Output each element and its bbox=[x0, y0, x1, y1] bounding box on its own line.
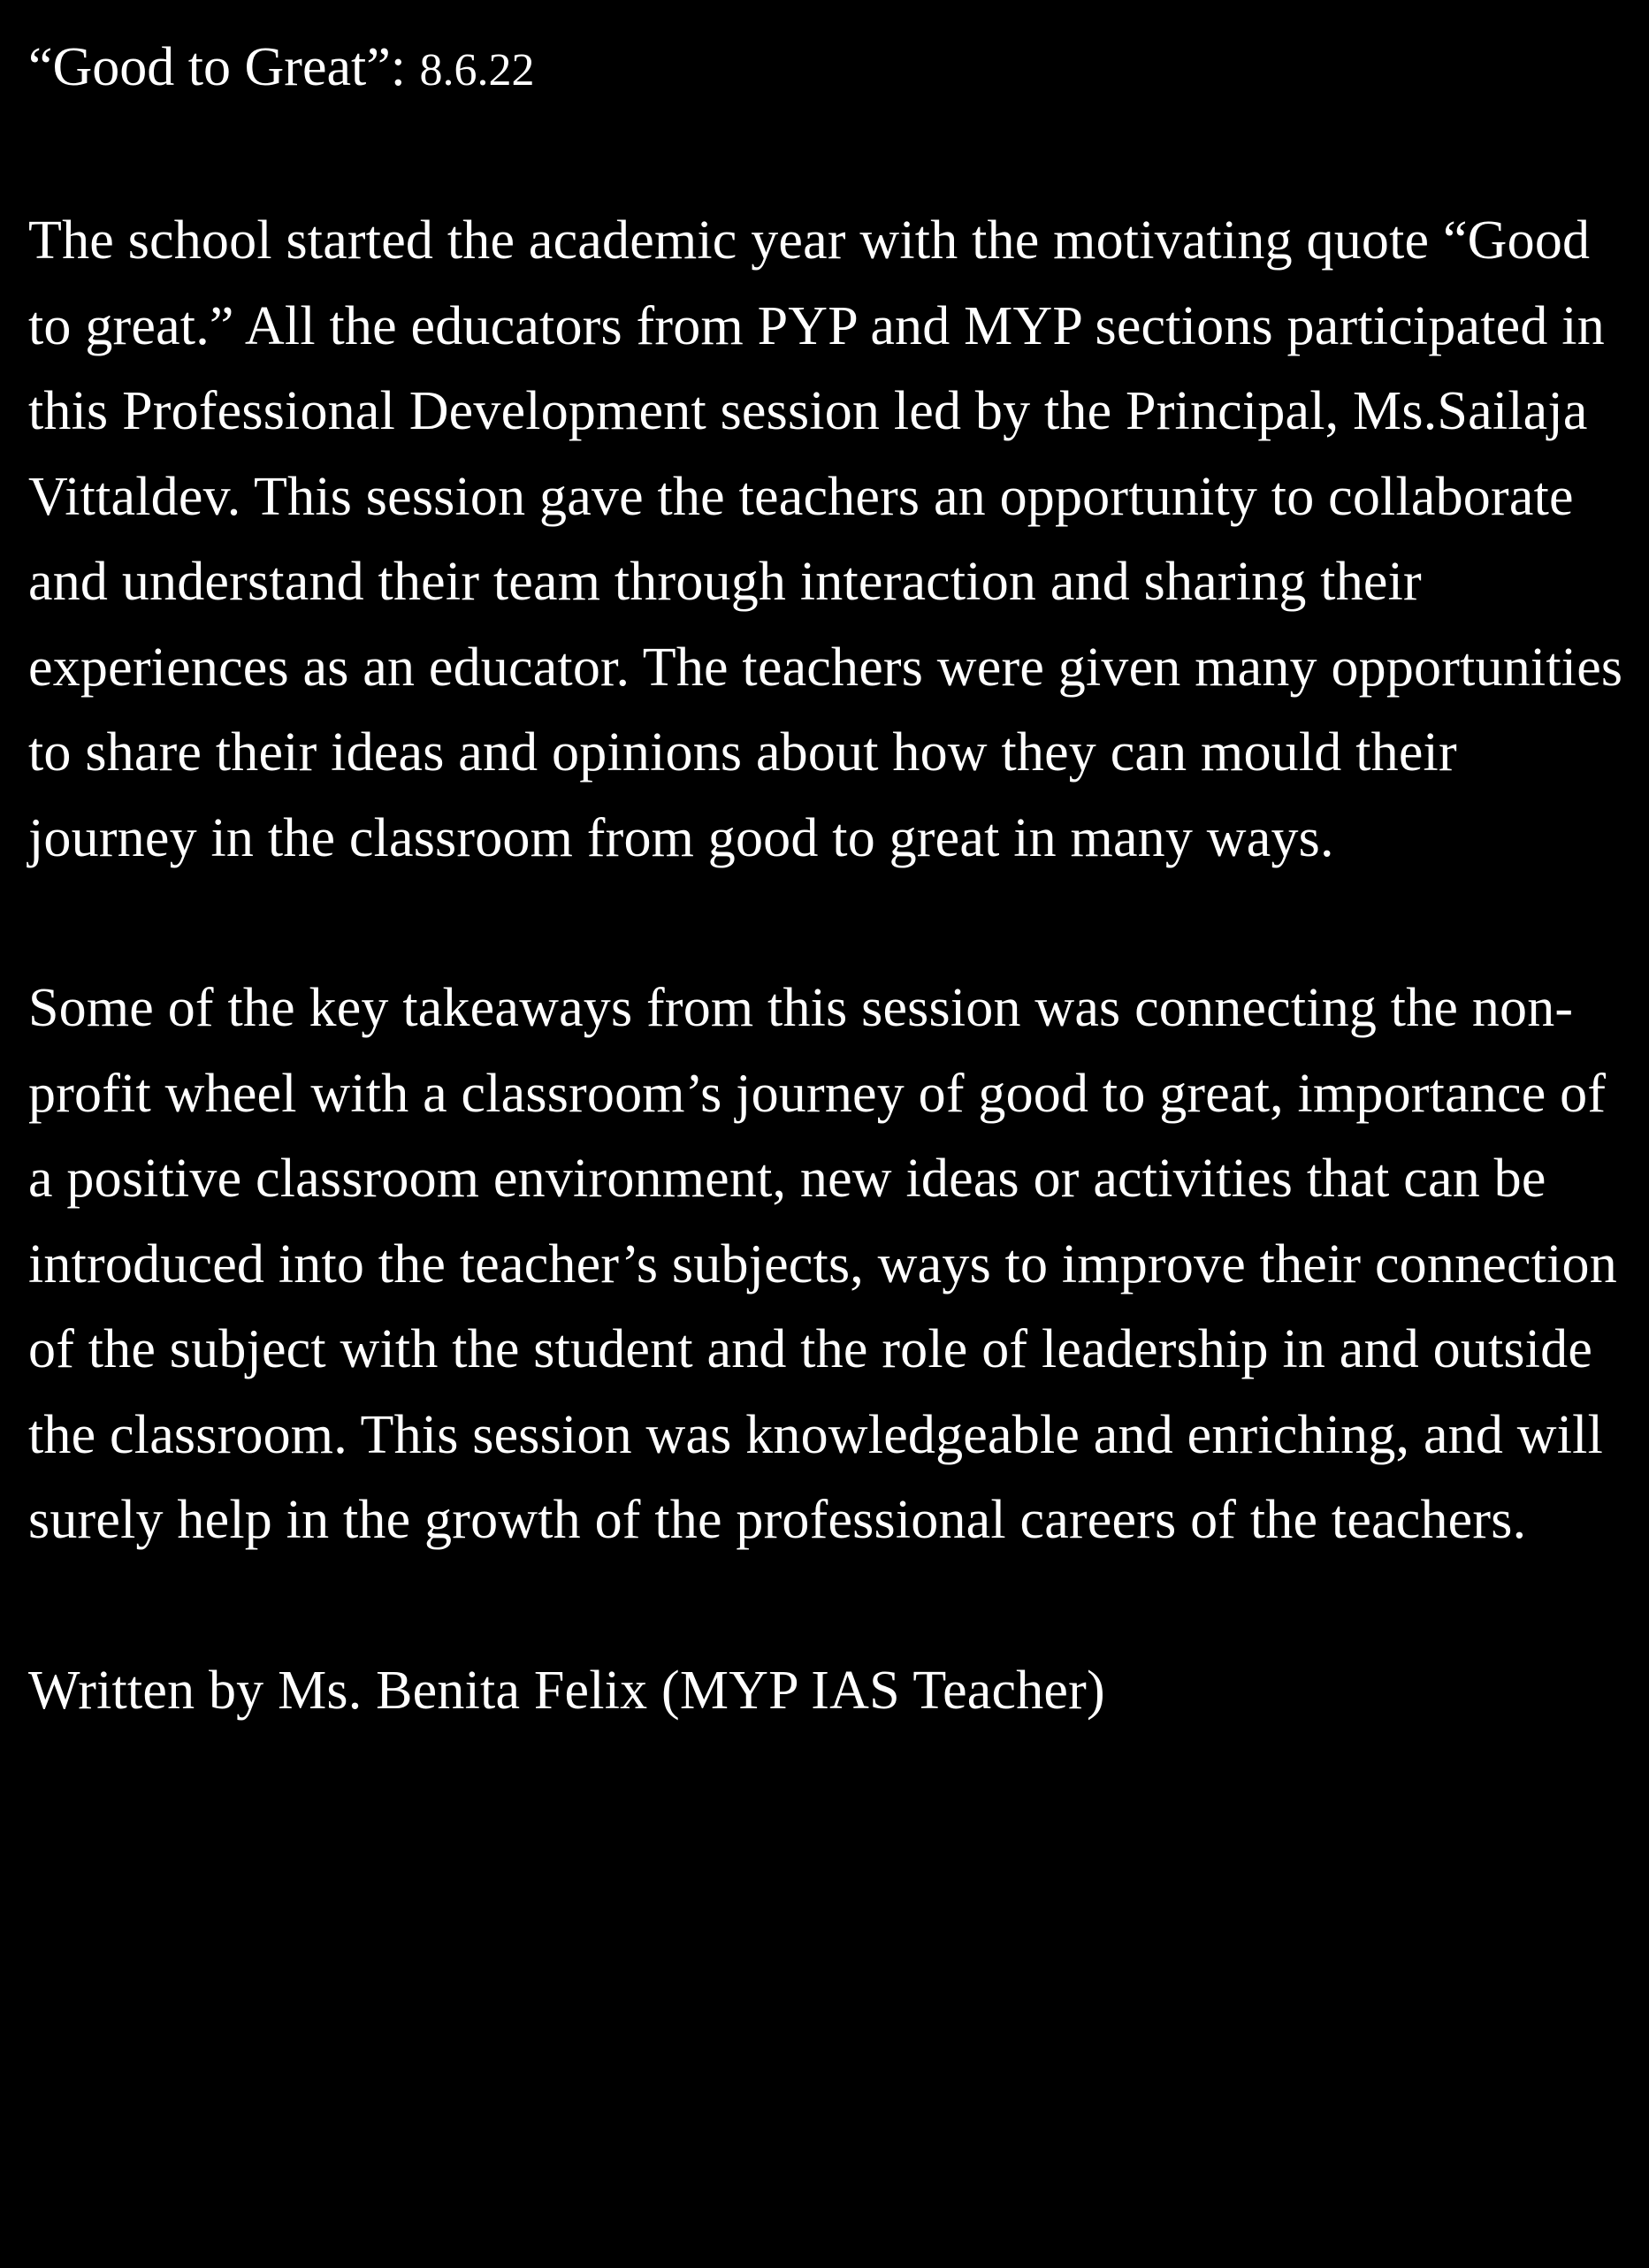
paragraph-takeaways: Some of the key takeaways from this session was connecting the non-profit wheel with a classroom’s journey of good to great, importance of a positive classroom environment, new ideas or activities that can be introduced into the teacher’s subjects, ways to improve their connection of the subject with the student and the role of leadership in and outside the classroom. This session was knowledgeable and enriching, and will surely help in the growth of the professional careers of the teachers. bbox=[28, 978, 1617, 1550]
article-title-line bbox=[28, 25, 1629, 113]
spacer bbox=[28, 881, 1629, 966]
article bbox=[28, 25, 1629, 1733]
spacer bbox=[28, 113, 1629, 198]
article-date: 8.6.22 bbox=[419, 45, 535, 95]
byline: Written by Ms. Benita Felix (MYP IAS Teacher) bbox=[28, 1660, 1105, 1721]
article-title: “Good to Great”: bbox=[28, 37, 406, 97]
paragraph-intro: The school started the academic year with the motivating quote “Good to great.” All the educators from PYP and MYP sections participated in this Professional Development session led by the Principal, Ms.Sailaja Vittaldev. This session gave the teachers an opportunity to collaborate and understand their team through interaction and sharing their experiences as an educator. The teachers were given many opportunities to share their ideas and opinions about how they can mould their journey in the classroom from good to great in many ways. bbox=[28, 210, 1623, 868]
spacer bbox=[28, 1563, 1629, 1648]
